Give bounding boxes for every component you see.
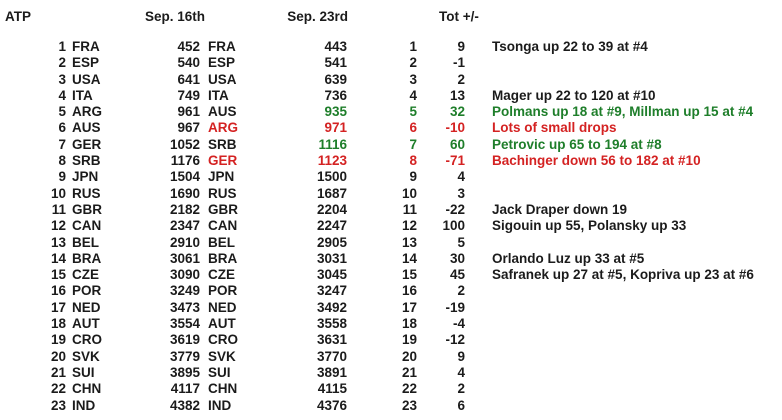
note-cell: Lots of small drops [492,120,617,136]
value-sep16-cell: 961 [177,104,200,120]
country-sep16-cell: GER [72,136,102,152]
tot-rank-cell: 7 [409,136,417,152]
tot-rank-cell: 11 [402,201,417,217]
value-sep16-cell: 2182 [169,201,200,217]
country-sep23-cell: ARG [208,120,238,136]
value-sep23-cell: 3031 [316,250,347,266]
note-cell: Sigouin up 55, Polansky up 33 [492,218,687,234]
rank-cell: 9 [58,169,66,185]
rank-cell: 2 [58,55,66,71]
table-row [0,300,782,316]
rank-cell: 15 [50,267,66,283]
country-sep16-cell: CRO [72,332,102,348]
table-row [0,169,782,185]
column-spacer [200,55,208,71]
country-sep16-cell: ITA [72,87,93,103]
table-row [0,186,782,202]
country-sep23-cell: ITA [208,87,229,103]
plus-minus-cell: 5 [457,234,465,250]
plus-minus-cell: 2 [457,71,465,87]
plus-minus-cell: 30 [449,250,465,266]
value-sep23-cell: 3558 [316,316,347,332]
tot-rank-cell: 22 [401,381,417,397]
country-sep23-cell: AUT [208,316,236,332]
column-header-tot-plus-minus: Tot +/- [439,9,479,24]
country-sep16-cell: CZE [72,267,99,283]
country-sep23-cell: IND [208,397,232,413]
tot-rank-cell: 15 [401,267,417,283]
table-row [0,251,782,267]
value-sep16-cell: 3249 [169,283,200,299]
note-cell: Mager up 22 to 120 at #10 [492,87,656,103]
tot-rank-cell: 17 [401,299,417,315]
column-spacer [200,316,208,332]
plus-minus-cell: -4 [452,316,465,332]
plus-minus-cell: -19 [445,299,465,315]
country-sep16-cell: JPN [72,169,99,185]
column-header-sep-23rd: Sep. 23rd [287,9,348,24]
tot-rank-cell: 21 [401,364,417,380]
country-sep23-cell: USA [208,71,237,87]
column-spacer [200,218,208,234]
value-sep16-cell: 967 [177,120,200,136]
country-sep23-cell: POR [208,283,238,299]
value-sep16-cell: 540 [177,55,200,71]
column-spacer [200,398,208,414]
tot-rank-cell: 18 [401,316,417,332]
country-sep23-cell: SUI [208,364,231,380]
value-sep16-cell: 641 [177,71,200,87]
value-sep16-cell: 1690 [169,185,200,201]
table-row [0,137,782,153]
note-cell: Tsonga up 22 to 39 at #4 [492,39,648,54]
table-row [0,235,782,251]
table-row [0,218,782,234]
column-spacer [200,72,208,88]
table-row [0,88,782,104]
value-sep23-cell: 3770 [316,348,347,364]
country-sep16-cell: USA [72,71,101,87]
value-sep16-cell: 3779 [169,348,200,364]
country-sep16-cell: AUS [72,120,101,136]
plus-minus-cell: 2 [457,381,465,397]
country-sep16-cell: NED [72,299,101,315]
country-sep23-cell: FRA [208,39,236,54]
country-sep16-cell: POR [72,283,102,299]
plus-minus-cell: 6 [457,397,465,413]
column-spacer [200,137,208,153]
value-sep23-cell: 935 [324,104,347,120]
plus-minus-cell: -10 [445,120,465,136]
ranking-table [0,39,782,414]
table-row [0,104,782,120]
country-sep23-cell: ESP [208,55,236,71]
tot-rank-cell: 14 [401,250,417,266]
rank-cell: 3 [58,71,66,87]
value-sep16-cell: 4117 [170,381,200,397]
note-cell: Petrovic up 65 to 194 at #8 [492,136,662,152]
note-cell: Jack Draper down 19 [492,201,628,217]
country-sep23-cell: CAN [208,218,238,234]
value-sep16-cell: 3473 [169,299,200,315]
plus-minus-cell: 2 [457,283,465,299]
value-sep16-cell: 749 [177,87,200,103]
value-sep23-cell: 736 [324,87,347,103]
plus-minus-cell: 13 [449,87,465,103]
rank-cell: 12 [50,218,66,234]
tot-rank-cell: 23 [401,397,417,413]
table-row [0,202,782,218]
value-sep16-cell: 2910 [169,234,200,250]
table-row [0,398,782,414]
table-row [0,349,782,365]
plus-minus-cell: 32 [449,104,465,120]
country-sep23-cell: GBR [208,201,238,217]
country-sep16-cell: SUI [72,364,95,380]
country-sep16-cell: FRA [72,39,100,54]
column-spacer [200,186,208,202]
plus-minus-cell: 60 [449,136,465,152]
rank-cell: 17 [50,299,66,315]
column-spacer [200,267,208,283]
table-row [0,267,782,283]
country-sep23-cell: NED [208,299,237,315]
note-cell: Orlando Luz up 33 at #5 [492,250,645,266]
rank-cell: 1 [58,39,66,54]
value-sep23-cell: 3247 [316,283,347,299]
plus-minus-cell: 45 [449,267,465,283]
column-spacer [200,153,208,169]
value-sep16-cell: 3619 [169,332,200,348]
rank-cell: 16 [50,283,66,299]
country-sep23-cell: CRO [208,332,238,348]
value-sep23-cell: 2905 [316,234,347,250]
value-sep16-cell: 1176 [170,153,200,169]
value-sep16-cell: 3061 [169,250,200,266]
column-spacer [200,88,208,104]
value-sep23-cell: 4376 [316,397,347,413]
value-sep23-cell: 2204 [316,201,347,217]
plus-minus-cell: 4 [457,364,465,380]
table-row [0,120,782,136]
country-sep16-cell: SRB [72,153,101,169]
value-sep16-cell: 452 [177,39,200,54]
note-cell: Safranek up 27 at #5, Kopriva up 23 at #6 [492,267,754,283]
country-sep16-cell: ARG [72,104,102,120]
table-row [0,381,782,397]
tot-rank-cell: 2 [409,55,417,71]
rank-cell: 8 [58,153,66,169]
country-sep16-cell: BEL [72,234,99,250]
value-sep23-cell: 4115 [317,381,347,397]
country-sep23-cell: SVK [208,348,236,364]
tot-rank-cell: 20 [401,348,417,364]
value-sep23-cell: 639 [324,71,347,87]
country-sep23-cell: SRB [208,136,237,152]
table-row [0,365,782,381]
rank-cell: 23 [50,397,66,413]
table-row [0,316,782,332]
tot-rank-cell: 5 [409,104,417,120]
rank-cell: 19 [50,332,66,348]
value-sep16-cell: 1052 [169,136,200,152]
table-row [0,55,782,71]
plus-minus-cell: 9 [457,348,465,364]
table-row [0,153,782,169]
plus-minus-cell: 100 [442,218,465,234]
country-sep23-cell: BRA [208,250,238,266]
tot-rank-cell: 12 [401,218,417,234]
value-sep23-cell: 1116 [318,136,347,152]
country-sep16-cell: CAN [72,218,102,234]
column-spacer [200,332,208,348]
plus-minus-cell: -1 [452,55,465,71]
tot-rank-cell: 10 [401,185,417,201]
country-sep23-cell: BEL [208,234,235,250]
plus-minus-cell: -12 [445,332,465,348]
table-row [0,283,782,299]
value-sep23-cell: 3492 [316,299,347,315]
tot-rank-cell: 8 [409,153,417,169]
column-spacer [200,381,208,397]
value-sep23-cell: 3045 [316,267,347,283]
value-sep23-cell: 1687 [316,185,347,201]
country-sep16-cell: ESP [72,55,100,71]
table-row [0,72,782,88]
plus-minus-cell: 9 [457,39,465,54]
column-spacer [200,169,208,185]
country-sep23-cell: RUS [208,185,237,201]
rank-cell: 18 [50,316,66,332]
rank-cell: 21 [50,364,66,380]
plus-minus-cell: -22 [445,201,465,217]
column-spacer [200,283,208,299]
country-sep16-cell: CHN [72,381,102,397]
tot-rank-cell: 4 [409,87,417,103]
country-sep16-cell: BRA [72,250,102,266]
value-sep16-cell: 3554 [169,316,200,332]
rank-cell: 20 [50,348,66,364]
column-spacer [200,39,208,55]
column-header-sep-16th: Sep. 16th [144,9,205,24]
country-sep23-cell: JPN [208,169,235,185]
tot-rank-cell: 13 [401,234,417,250]
value-sep16-cell: 4382 [169,397,200,413]
tot-rank-cell: 6 [409,120,417,136]
tot-rank-cell: 16 [401,283,417,299]
value-sep23-cell: 3891 [316,364,347,380]
value-sep23-cell: 2247 [316,218,347,234]
note-cell: Polmans up 18 at #9, Millman up 15 at #4 [492,104,754,120]
value-sep16-cell: 2347 [169,218,200,234]
column-spacer [200,202,208,218]
country-sep23-cell: CZE [208,267,235,283]
tot-rank-cell: 3 [409,71,417,87]
value-sep16-cell: 3895 [169,364,200,380]
tot-rank-cell: 19 [401,332,417,348]
value-sep23-cell: 541 [324,55,347,71]
column-spacer [200,300,208,316]
value-sep23-cell: 971 [324,120,347,136]
plus-minus-cell: 3 [457,185,465,201]
column-spacer [200,104,208,120]
value-sep23-cell: 3631 [316,332,347,348]
country-sep16-cell: SVK [72,348,100,364]
column-spacer [200,235,208,251]
rank-cell: 5 [58,104,66,120]
rank-cell: 14 [50,250,66,266]
country-sep16-cell: GBR [72,201,102,217]
country-sep23-cell: CHN [208,381,238,397]
rank-cell: 10 [50,185,66,201]
country-sep16-cell: AUT [72,316,100,332]
plus-minus-cell: 4 [457,169,465,185]
country-sep16-cell: IND [72,397,96,413]
rank-cell: 6 [58,120,66,136]
column-spacer [200,120,208,136]
country-sep23-cell: AUS [208,104,237,120]
note-cell: Bachinger down 56 to 182 at #10 [492,153,701,169]
rank-cell: 4 [58,87,66,103]
country-sep23-cell: GER [208,153,238,169]
value-sep23-cell: 1500 [316,169,347,185]
rank-cell: 22 [50,381,66,397]
rank-cell: 11 [51,201,66,217]
value-sep23-cell: 443 [324,39,347,54]
value-sep16-cell: 3090 [169,267,200,283]
table-row [0,332,782,348]
value-sep23-cell: 1123 [317,153,347,169]
table-row [0,39,782,55]
page-title: ATP [5,9,31,24]
rank-cell: 7 [58,136,66,152]
country-sep16-cell: RUS [72,185,101,201]
column-spacer [200,251,208,267]
tot-rank-cell: 9 [409,169,417,185]
rank-cell: 13 [50,234,66,250]
value-sep16-cell: 1504 [169,169,200,185]
column-spacer [200,365,208,381]
tot-rank-cell: 1 [409,39,417,54]
plus-minus-cell: -71 [445,153,465,169]
column-spacer [200,349,208,365]
